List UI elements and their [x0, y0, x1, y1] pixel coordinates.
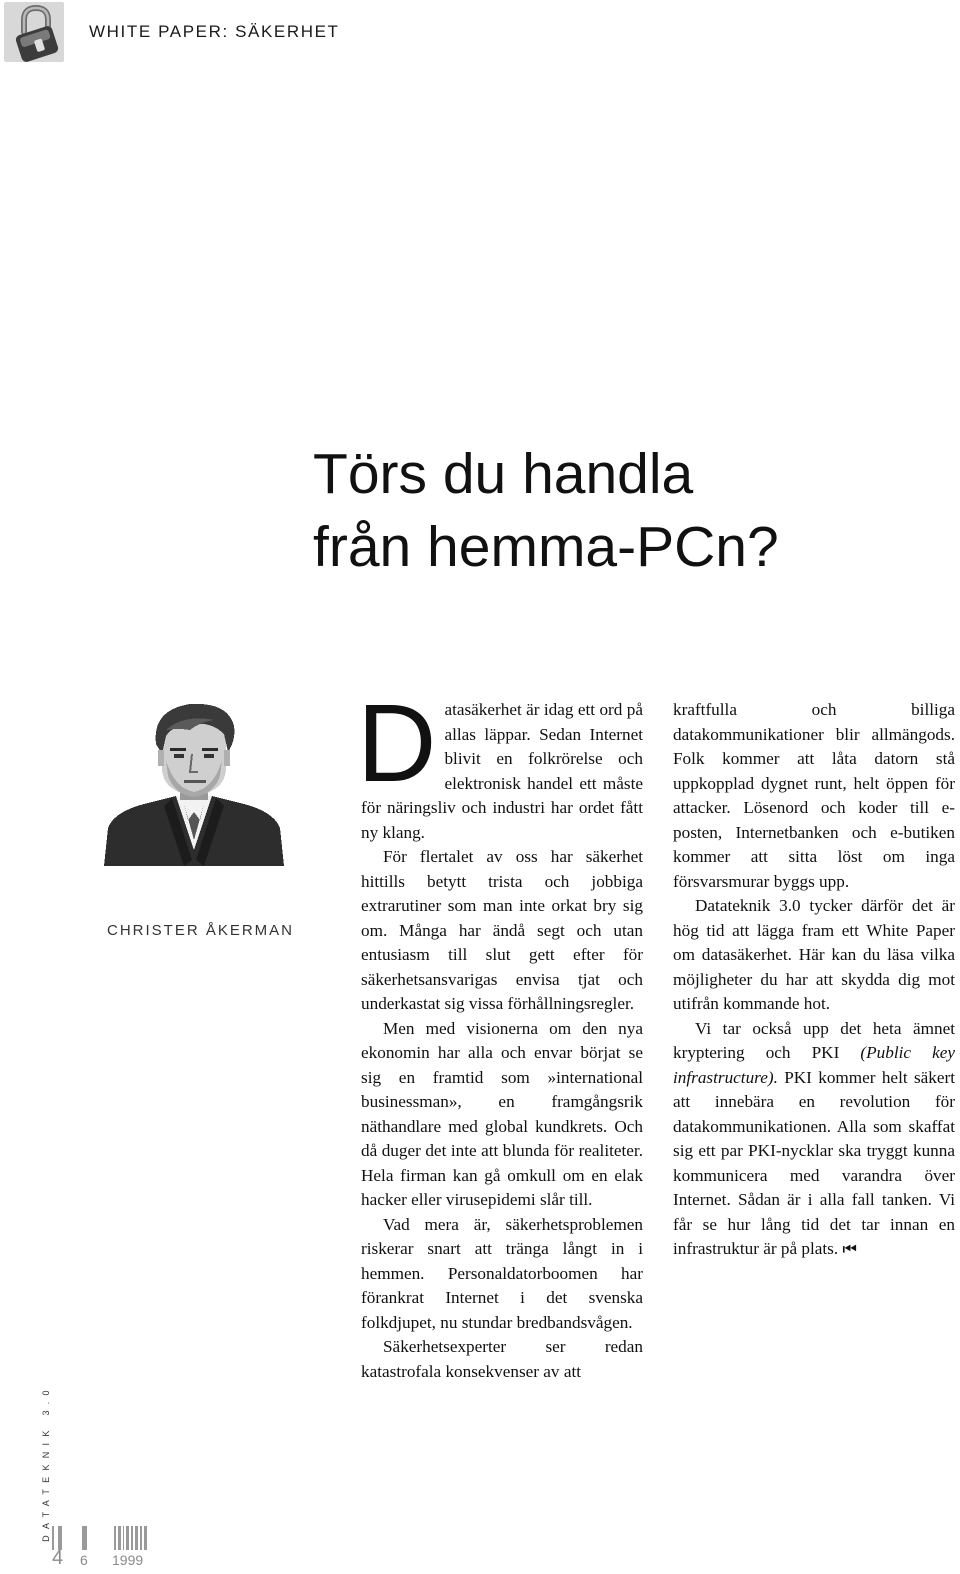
paragraph: Säkerhetsexperter ser redan katastrofala konsekvenser av att	[361, 1337, 643, 1381]
paragraph: Vad mera är, säkerhetsproblemen riskerar snart att tränga långt in i hemmen. Personaldatorboomen har förankrat Internet i det svenska folkdjupet, nu stundar bredbandsvågen.	[361, 1214, 643, 1332]
title-line-2: från hemma-PCn?	[313, 515, 779, 579]
padlock-icon	[4, 2, 64, 62]
paragraph	[673, 1017, 955, 1263]
paragraph: kraftfulla och billiga datakommunikationer blir allmängods. Folk kommer att låta datorn stå uppkopplad dygnet runt, helt öppen för attacker. Lösenord och koder till e-posten, Internetbanken och e-butiken kommer att sitta löst om inga försvarsmurar byggs upp.	[673, 700, 955, 891]
drop-cap: D	[357, 682, 437, 805]
paragraph: Men med visionerna om den nya ekonomin har alla och envar börjat se sig en framtid som »international businessman», en framgångsrik näthandlare med global kundkrets. Och då duger det inte att blunda för realiteter. Hela firman kan gå omkull om en elak hacker eller virusepidemi slår till.	[361, 1018, 643, 1209]
title-line-1: Törs du handla	[313, 442, 694, 506]
end-of-article-icon: ⏮	[842, 1241, 854, 1258]
paragraph	[357, 682, 643, 845]
paragraph-text: Vi tar också upp det heta ämnet kryptering och PKI	[673, 1018, 955, 1062]
author-portrait	[104, 700, 284, 866]
article-column-2	[673, 698, 955, 1263]
issue-sub-number: 6	[80, 1552, 88, 1568]
article-column-1	[357, 682, 643, 1384]
paragraph: För flertalet av oss har säkerhet hittills betytt trista och jobbiga extrarutiner som man inte orkat bry sig om. Många har ändå segt och utan entusiasm till slut gett efter för säkerhetsansvarigas envisa tjat och underkastat sig vissa förhållningsregler.	[361, 847, 643, 1013]
issue-number: 4	[52, 1547, 64, 1569]
paragraph-text: atasäkerhet är idag ett ord på allas läppar. Sedan Internet blivit en folkrörelse och elektronisk handel ett måste för näringsliv och industri har ordet fått ny klang.	[361, 700, 643, 842]
page-title	[313, 438, 933, 584]
barcode-icon	[50, 1524, 160, 1554]
issue-barcode	[50, 1524, 160, 1568]
magazine-vertical-label: DATATEKNIK 3.0	[41, 1384, 51, 1542]
section-label: WHITE PAPER: SÄKERHET	[89, 22, 340, 41]
issue-year: 1999	[112, 1552, 144, 1568]
paragraph-text: PKI kommer helt säkert att innebära en revolution för datakommunikationen. Alla som skaffat sig ett par PKI-nycklar ska tryggt kunna kommunicera med varandra över Internet. Sådan är i alla fall tanken. Vi får se hur lång tid det tar innan en infrastruktur är på plats.	[673, 1067, 955, 1258]
paragraph: Datateknik 3.0 tycker därför det är hög tid att lägga fram ett White Paper om datasäkerhet. Här kan du läsa vilka möjligheter du har att skydda dig mot utifrån kommande hot.	[673, 896, 955, 1013]
author-name: CHRISTER ÅKERMAN	[107, 922, 295, 939]
emphasis-text: (Public key infrastructure).	[673, 1043, 955, 1087]
